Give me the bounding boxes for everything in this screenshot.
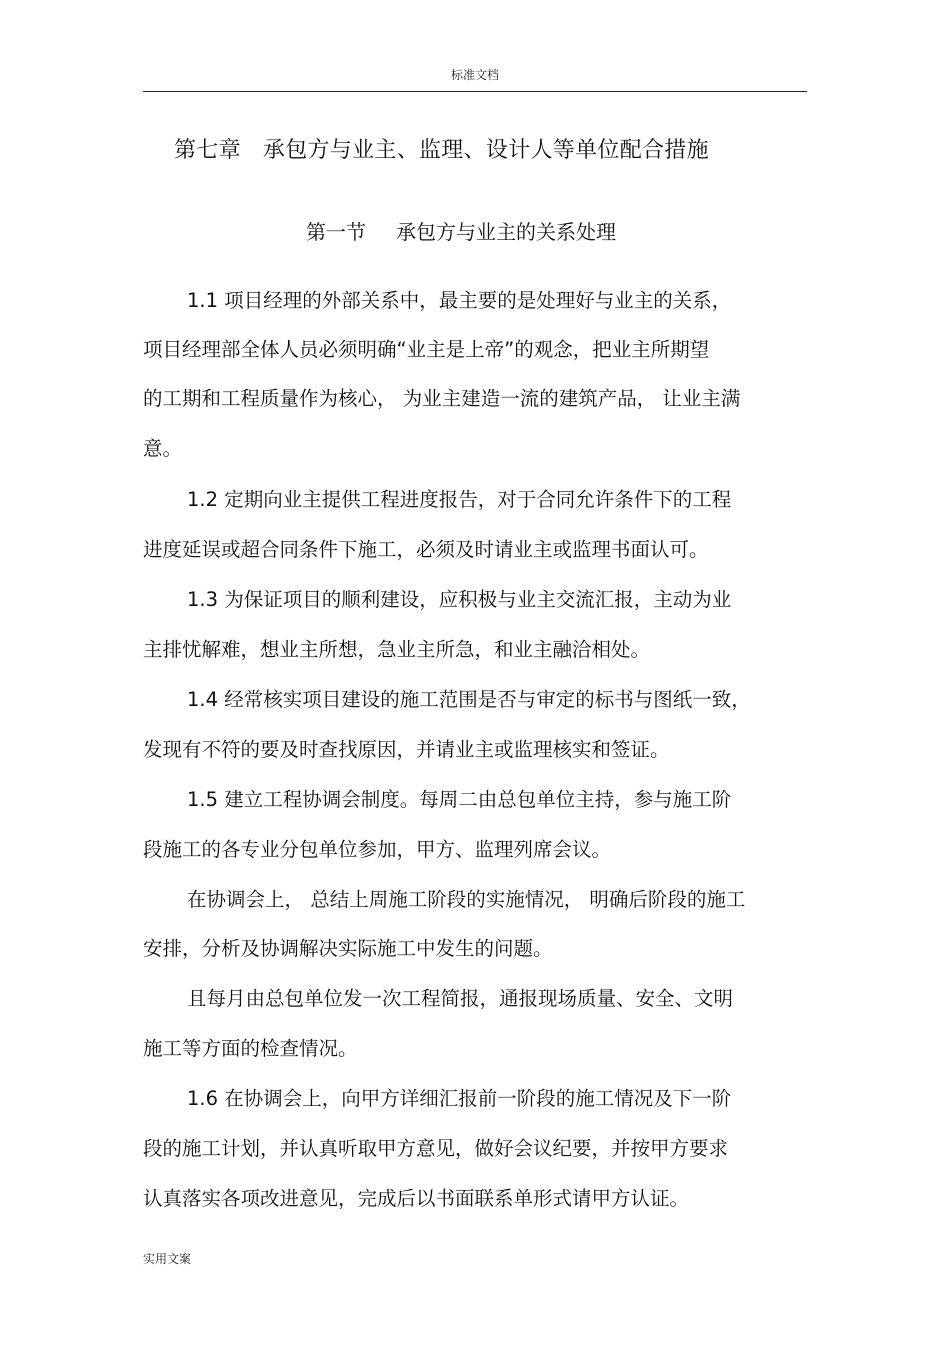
section-title-text: 承包方与业主的关系处理 (396, 220, 616, 244)
chapter-title (174, 133, 709, 164)
header-divider (143, 91, 807, 92)
body-line: 1.3 为保证项目的顺利建设，应积极与业主交流汇报，主动为业 (187, 588, 732, 611)
body-line: 1.1 项目经理的外部关系中，最主要的是处理好与业主的关系， (187, 289, 732, 312)
body-line: 项目经理部全体人员必须明确“业主是上帝”的观念，把业主所期望 (143, 338, 710, 361)
section-number: 第一节 (306, 220, 366, 244)
chapter-number: 第七章 (174, 138, 241, 163)
body-line: 1.6 在协调会上，向甲方详细汇报前一阶段的施工情况及下一阶 (187, 1087, 732, 1110)
body-line: 1.5 建立工程协调会制度。每周二由总包单位主持，参与施工阶 (187, 788, 732, 811)
body-line: 安排，分析及协调解决实际施工中发生的问题。 (143, 937, 553, 960)
body-line: 发现有不符的要及时查找原因，并请业主或监理核实和签证。 (143, 738, 670, 761)
body-line: 段的施工计划，并认真听取甲方意见，做好会议纪要，并按甲方要求 (143, 1137, 729, 1160)
body-line: 施工等方面的检查情况。 (143, 1037, 358, 1060)
body-line: 段施工的各专业分包单位参加，甲方、监理列席会议。 (143, 838, 612, 861)
body-line: 主排忧解难，想业主所想，急业主所急，和业主融洽相处。 (143, 638, 651, 661)
page-header-label: 标准文档 (450, 68, 499, 82)
body-line: 进度延误或超合同条件下施工，必须及时请业主或监理书面认可。 (143, 538, 709, 561)
body-line: 意。 (143, 437, 183, 460)
body-line: 1.4 经常核实项目建设的施工范围是否与审定的标书与图纸一致， (187, 688, 751, 711)
page-footer-label: 实用文案 (143, 1252, 192, 1266)
body-line: 认真落实各项改进意见，完成后以书面联系单形式请甲方认证。 (143, 1187, 690, 1210)
body-line: 1.2 定期向业主提供工程进度报告，对于合同允许条件下的工程 (187, 488, 732, 511)
body-line: 且每月由总包单位发一次工程简报，通报现场质量、安全、文明 (187, 987, 734, 1010)
section-title (306, 216, 616, 245)
body-line: 的工期和工程质量作为核心， 为业主建造一流的建筑产品， 让业主满 (143, 387, 741, 410)
body-line: 在协调会上， 总结上周施工阶段的实施情况， 明确后阶段的施工 (187, 888, 746, 911)
chapter-title-text: 承包方与业主、监理、设计人等单位配合措施 (262, 138, 709, 163)
